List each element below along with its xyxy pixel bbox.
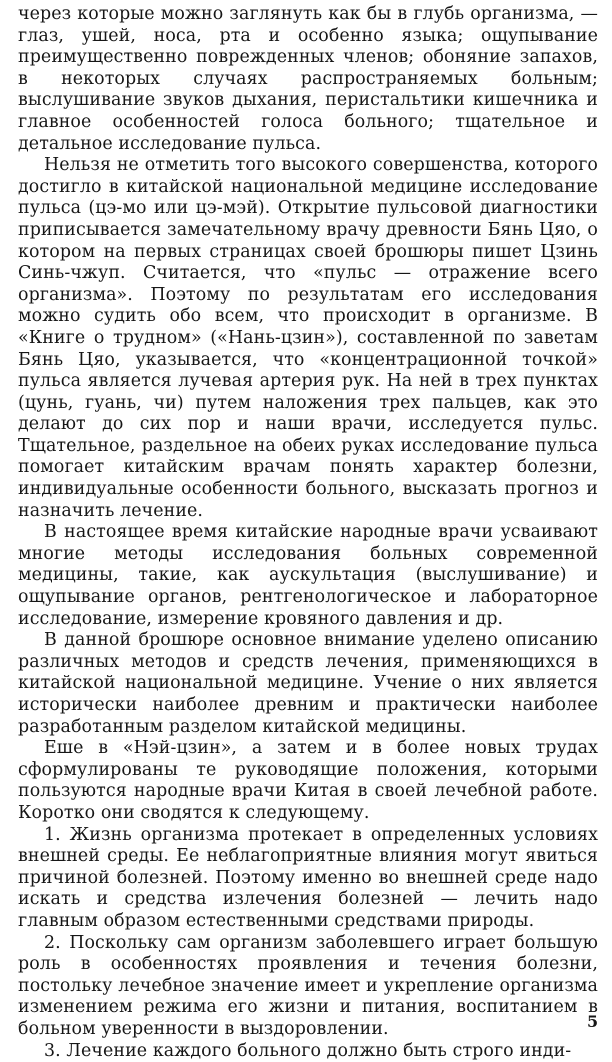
paragraph-modern-methods: В настоящее время китайские народные врачи усваивают многие методы исследования больных современной медицины, такие, как аускультация (выслушивание) и ощупывание органов, рентгенологическое и лабораторное исследование, измерение кровяного давления и др. [18,522,598,630]
paragraph-continuation: через которые можно заглянуть как бы в глубь организма, — глаз, ушей, носа, рта и особенно языка; ощупывание преимущественно поврежденных членов; обоняние запахов, в некоторых случаях распространяемых больным; выслушивание звуков дыхания, перистальтики кишечника и главное особенностей голоса больного; тщательное и детальное исследование пульса. [18,4,598,155]
paragraph-brochure-focus: В данной брошюре основное внимание уделено описанию различных методов и средств лечения, применяющихся в китайской национальной медицине. Учение о них является исторически наиболее древним и практически наиболее разработанным разделом китайской медицины. [18,630,598,738]
paragraph-pulse-examination: Нельзя не отметить того высокого совершенства, которого достигло в китайской национальной медицине исследование пульса (цэ-мо или цэ-мэй). Открытие пульсовой диагностики приписывается замечательному врачу древности Бянь Цяо, о котором на первых страницах своей брошюры пишет Цзинь Синь-чжуп. Считается, что «пульс — отражение всего организма». Поэтому по результатам его исследования можно судить обо всем, что происходит в организме. В «Книге о трудном» («Нань-цзин»), составленной по заветам Бянь Цяо, указывается, что «концентрационной точкой» пульса является лучевая артерия рук. На ней в трех пунктах (цунь, гуань, чи) путем наложения трех пальцев, как это делают до сих пор и наши врачи, исследуется пульс. Тщательное, раздельное на обеих руках исследование пульса помогает китайским врачам понять характер болезни, индивидуальные особенности больного, высказать прогноз и назначить лечение. [18,155,598,522]
paragraph-principle-2: 2. Поскольку сам организм заболевшего играет большую роль в особенностях проявления и течения болезни, постольку лечебное значение имеет и укрепление организма изменением режима его жизни и питания, воспитанием в больном уверенности в выздоровлении. [18,933,598,1041]
paragraph-principle-3: 3. Лечение каждого больного должно быть строго инди- [18,1041,598,1062]
paragraph-principle-1: 1. Жизнь организма протекает в определенных условиях внешней среды. Ее неблагоприятные влияния могут явиться причиной болезней. Поэтому именно во внешней среде надо искать и средства излечения болезней — лечить надо главным образом естественными средствами природы. [18,825,598,933]
paragraph-nei-jing: Еше в «Нэй-цзин», а затем и в более новых трудах сформулированы те руководящие положения, которыми пользуются народные врачи Китая в своей лечебной работе. Коротко они сводятся к следующему. [18,738,598,824]
page-number: 5 [587,1012,598,1031]
page-text-body [18,4,598,1040]
